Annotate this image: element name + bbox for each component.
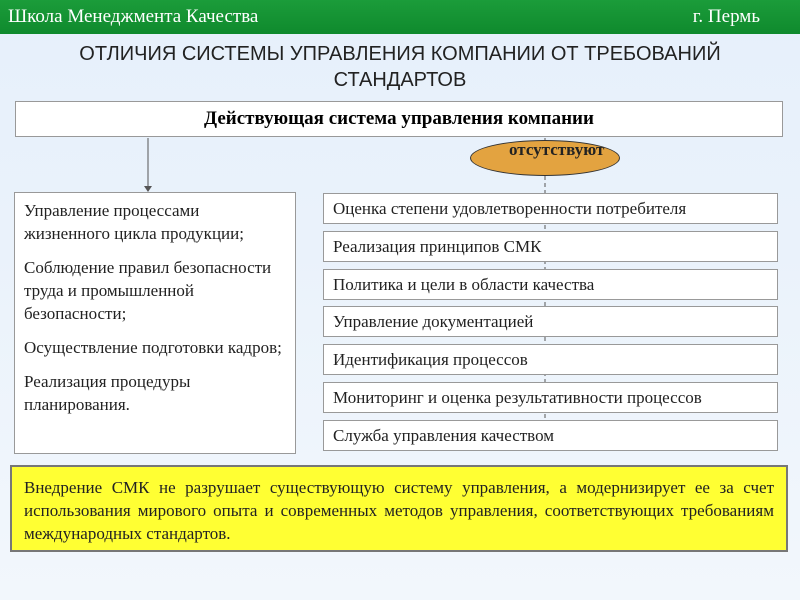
conclusion-note: Внедрение СМК не разрушает существующую систему управления, а модернизирует ее за счет использования мирового опыта и современных методов управления, соответствующих требованиям международных стандартов. [10, 465, 788, 552]
main-system-box: Действующая система управления компании [15, 101, 783, 137]
right-item: Политика и цели в области качества [323, 269, 778, 300]
right-item: Мониторинг и оценка результативности процессов [323, 382, 778, 413]
slide-title [0, 41, 800, 93]
right-item: Идентификация процессов [323, 344, 778, 375]
slide-title-line2: СТАНДАРТОВ [333, 69, 467, 91]
right-item: Оценка степени удовлетворенности потребителя [323, 193, 778, 224]
school-name: Школа Менеджмента Качества [8, 6, 259, 27]
right-item: Управление документацией [323, 306, 778, 337]
left-item: Управление процессами жизненного цикла продукции; [24, 201, 244, 243]
existing-functions-box [14, 192, 296, 454]
absent-oval: отсутствуют [470, 140, 620, 176]
left-item: Соблюдение правил безопасности труда и промышленной безопасности; [24, 258, 272, 323]
left-item: Реализация процедуры планирования. [24, 372, 191, 414]
right-item: Служба управления качеством [323, 420, 778, 451]
city-name: г. Пермь [692, 6, 760, 27]
header-bar [0, 0, 800, 34]
slide-title-line1: ОТЛИЧИЯ СИСТЕМЫ УПРАВЛЕНИЯ КОМПАНИИ ОТ ТРЕБОВАНИЙ [79, 43, 721, 65]
left-item: Осуществление подготовки кадров; [24, 338, 282, 357]
right-item: Реализация принципов СМК [323, 231, 778, 262]
